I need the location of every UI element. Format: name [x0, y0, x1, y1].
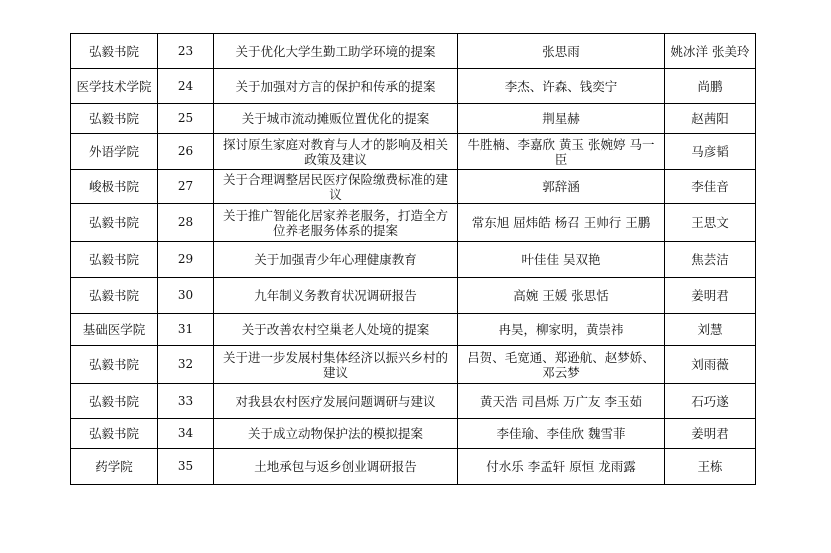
college-cell: 弘毅书院 [71, 104, 158, 134]
table-row [71, 242, 756, 278]
college-cell: 医学技术学院 [71, 69, 158, 104]
advisor-cell: 马彦韬 [665, 134, 756, 170]
proposal-title-cell: 关于成立动物保护法的模拟提案 [214, 419, 458, 449]
college-cell: 弘毅书院 [71, 242, 158, 278]
advisor-cell: 赵茜阳 [665, 104, 756, 134]
members-cell: 荆星赫 [458, 104, 665, 134]
members-cell: 牛胜楠、李嘉欣 黄玉 张婉婷 马一臣 [458, 134, 665, 170]
members-cell: 李佳瑜、李佳欣 魏雪菲 [458, 419, 665, 449]
table-row [71, 346, 756, 384]
number-cell: 29 [158, 242, 214, 278]
proposal-table-body [71, 34, 756, 485]
number-cell: 33 [158, 384, 214, 419]
advisor-cell: 焦芸洁 [665, 242, 756, 278]
members-cell: 李杰、许森、钱奕宁 [458, 69, 665, 104]
table-row [71, 170, 756, 204]
members-cell: 叶佳佳 吴双艳 [458, 242, 665, 278]
college-cell: 基础医学院 [71, 314, 158, 346]
proposal-title-cell: 关于改善农村空巢老人处境的提案 [214, 314, 458, 346]
proposal-title-cell: 关于加强青少年心理健康教育 [214, 242, 458, 278]
table-row [71, 278, 756, 314]
number-cell: 24 [158, 69, 214, 104]
college-cell: 弘毅书院 [71, 384, 158, 419]
table-row [71, 34, 756, 69]
proposal-title-cell: 关于优化大学生勤工助学环境的提案 [214, 34, 458, 69]
table-row [71, 419, 756, 449]
table-row [71, 69, 756, 104]
advisor-cell: 王思文 [665, 204, 756, 242]
proposal-title-cell: 关于加强对方言的保护和传承的提案 [214, 69, 458, 104]
advisor-cell: 尚鹏 [665, 69, 756, 104]
proposal-title-cell: 关于城市流动摊贩位置优化的提案 [214, 104, 458, 134]
proposal-table [70, 33, 756, 485]
college-cell: 弘毅书院 [71, 419, 158, 449]
advisor-cell: 刘慧 [665, 314, 756, 346]
college-cell: 弘毅书院 [71, 34, 158, 69]
table-row [71, 384, 756, 419]
number-cell: 31 [158, 314, 214, 346]
members-cell: 郭辞涵 [458, 170, 665, 204]
advisor-cell: 姜明君 [665, 419, 756, 449]
advisor-cell: 李佳音 [665, 170, 756, 204]
advisor-cell: 刘雨薇 [665, 346, 756, 384]
members-cell: 付水乐 李孟轩 原恒 龙雨露 [458, 449, 665, 485]
table-row [71, 314, 756, 346]
advisor-cell: 姜明君 [665, 278, 756, 314]
college-cell: 药学院 [71, 449, 158, 485]
members-cell: 高婉 王媛 张思恬 [458, 278, 665, 314]
number-cell: 23 [158, 34, 214, 69]
number-cell: 34 [158, 419, 214, 449]
proposal-title-cell: 对我县农村医疗发展问题调研与建议 [214, 384, 458, 419]
college-cell: 弘毅书院 [71, 278, 158, 314]
members-cell: 冉昊，柳家明，黄崇祎 [458, 314, 665, 346]
college-cell: 弘毅书院 [71, 204, 158, 242]
advisor-cell: 姚冰洋 张美玲 [665, 34, 756, 69]
members-cell: 吕贺、毛宽通、郑逊航、赵梦娇、邓云梦 [458, 346, 665, 384]
number-cell: 28 [158, 204, 214, 242]
college-cell: 外语学院 [71, 134, 158, 170]
proposal-title-cell: 探讨原生家庭对教育与人才的影响及相关政策及建议 [214, 134, 458, 170]
proposal-title-cell: 土地承包与返乡创业调研报告 [214, 449, 458, 485]
number-cell: 27 [158, 170, 214, 204]
number-cell: 25 [158, 104, 214, 134]
members-cell: 常东旭 屈炜皓 杨召 王帅行 王鹏 [458, 204, 665, 242]
number-cell: 35 [158, 449, 214, 485]
college-cell: 弘毅书院 [71, 346, 158, 384]
number-cell: 32 [158, 346, 214, 384]
table-row [71, 204, 756, 242]
college-cell: 峻极书院 [71, 170, 158, 204]
table-row [71, 104, 756, 134]
proposal-title-cell: 关于进一步发展村集体经济以振兴乡村的建议 [214, 346, 458, 384]
proposal-title-cell: 关于合理调整居民医疗保险缴费标准的建议 [214, 170, 458, 204]
number-cell: 30 [158, 278, 214, 314]
members-cell: 张思雨 [458, 34, 665, 69]
table-row [71, 449, 756, 485]
advisor-cell: 石巧遂 [665, 384, 756, 419]
proposal-title-cell: 九年制义务教育状况调研报告 [214, 278, 458, 314]
table-row [71, 134, 756, 170]
advisor-cell: 王栋 [665, 449, 756, 485]
number-cell: 26 [158, 134, 214, 170]
members-cell: 黄天浩 司昌烁 万广友 李玉茹 [458, 384, 665, 419]
proposal-title-cell: 关于推广智能化居家养老服务，打造全方位养老服务体系的提案 [214, 204, 458, 242]
